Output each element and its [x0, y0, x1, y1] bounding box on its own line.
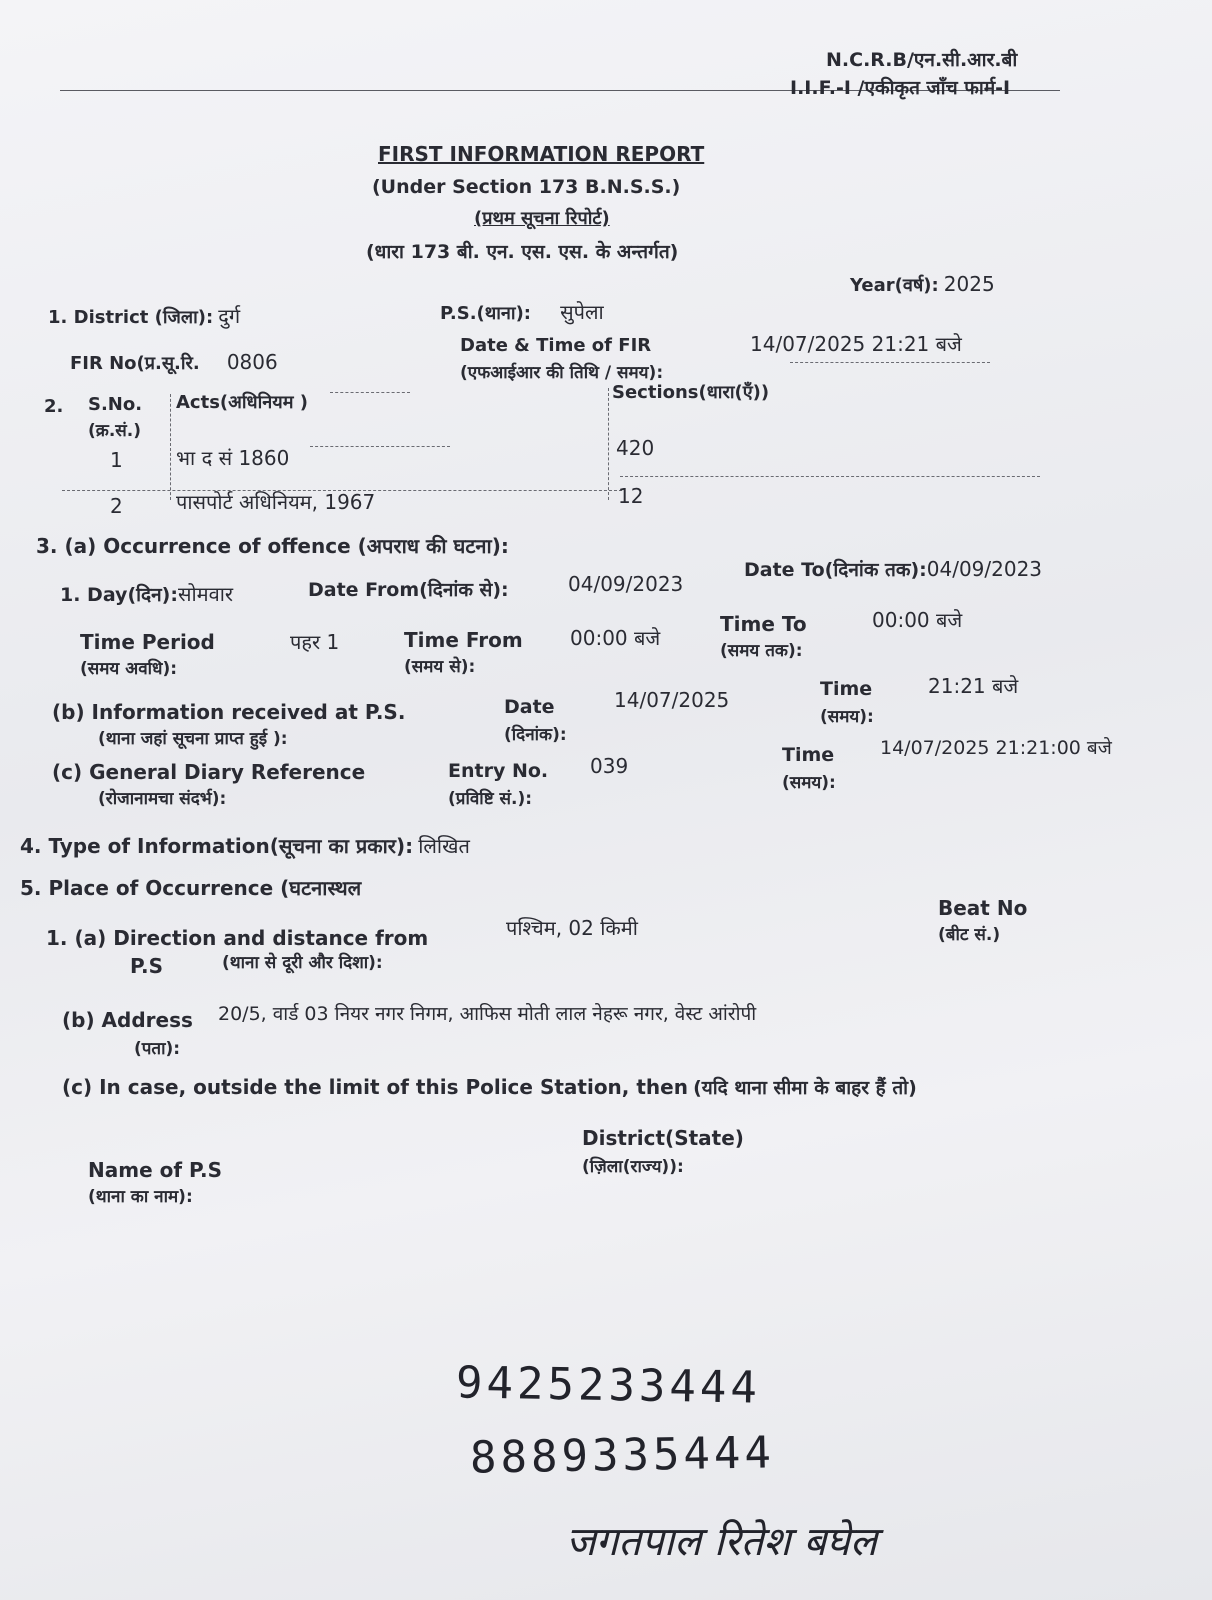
info-date-hi: (दिनांक): — [504, 725, 567, 745]
place-of-occurrence-label: 5. Place of Occurrence (घटनास्थल — [20, 876, 362, 900]
year-value: 2025 — [943, 272, 995, 296]
info-type-label: 4. Type of Information(सूचना का प्रकार): — [20, 834, 414, 858]
outside-limit-label: (c) In case, outside the limit of this Police Station, then — [62, 1075, 688, 1099]
time-from-hi: (समय से): — [404, 657, 476, 677]
time-period-label: Time Period — [80, 630, 215, 654]
time-from-label: Time From — [404, 628, 523, 652]
district-state-label: District(State) — [582, 1126, 744, 1150]
col-sno: S.No. — [88, 394, 143, 415]
fir-datetime-label-hi: (एफआईआर की तिथि / समय): — [460, 363, 664, 383]
section-2-number: 2. — [44, 396, 64, 417]
day-value: सोमवार — [177, 582, 234, 606]
fir-datetime-value: 14/07/2025 21:21 बजे — [750, 332, 962, 356]
info-time-hi: (समय): — [820, 707, 874, 727]
acts-row-act: पासपोर्ट अधिनियम, 1967 — [176, 490, 376, 514]
date-to-label: Date To(दिनांक तक): — [744, 559, 927, 581]
fir-no-value: 0806 — [226, 350, 278, 374]
info-date-label: Date — [504, 696, 555, 718]
handwritten-phone-2: 8889335444 — [469, 1427, 776, 1484]
time-period-hi: (समय अवधि): — [80, 659, 178, 679]
acts-row-section: 12 — [618, 484, 644, 508]
info-time-value: 21:21 बजे — [928, 674, 1019, 698]
report-section-en: (Under Section 173 B.N.S.S.) — [372, 176, 681, 198]
direction-hi: (थाना से दूरी और दिशा): — [222, 953, 383, 973]
date-to-value: 04/09/2023 — [926, 557, 1043, 581]
outside-limit-hi: (यदि थाना सीमा के बाहर हैं तो) — [693, 1077, 917, 1099]
gd-time-label: Time — [782, 744, 835, 766]
address-value: 20/5, वार्ड 03 नियर नगर निगम, आफिस मोती लाल नेहरू नगर, वेस्ट आंरोपी — [218, 1003, 757, 1025]
handwritten-name: जगतपाल रितेश बघेल — [566, 1519, 877, 1565]
acts-row-act: भा द सं 1860 — [176, 446, 290, 470]
info-date-value: 14/07/2025 — [614, 688, 730, 712]
info-time-label: Time — [820, 678, 873, 700]
gd-reference-label: (c) General Diary Reference — [52, 760, 366, 784]
time-period-value: पहर 1 — [290, 630, 340, 654]
entry-no-label: Entry No. — [448, 760, 549, 782]
date-from-label: Date From(दिनांक से): — [308, 579, 509, 601]
gd-reference-hi: (रोजानामचा संदर्भ): — [98, 789, 227, 809]
report-title: FIRST INFORMATION REPORT — [378, 142, 705, 166]
entry-no-hi: (प्रविष्टि सं.): — [448, 789, 533, 809]
date-from-value: 04/09/2023 — [568, 572, 684, 596]
info-type-value: लिखित — [418, 834, 470, 858]
ps-label: P.S.(थाना): — [440, 303, 531, 324]
district-state-hi: (ज़िला(राज्य)): — [582, 1157, 684, 1177]
ncrb-label: N.C.R.B/एन.सी.आर.बी — [826, 49, 1018, 71]
time-to-hi: (समय तक): — [720, 641, 803, 661]
beat-no-label: Beat No — [938, 896, 1028, 920]
gd-time-hi: (समय): — [782, 773, 836, 793]
direction-ps: P.S — [130, 954, 163, 978]
acts-row-sno: 1 — [110, 448, 123, 472]
ps-name-hi: (थाना का नाम): — [88, 1187, 193, 1207]
direction-label: 1. (a) Direction and distance from — [46, 926, 429, 950]
time-from-value: 00:00 बजे — [570, 626, 661, 650]
address-hi: (पता): — [134, 1039, 181, 1059]
gd-time-value: 14/07/2025 21:21:00 बजे — [880, 737, 1112, 759]
iif-label: I.I.F.-I /एकीकृत जाँच फार्म-I — [790, 77, 1011, 99]
acts-row-section: 420 — [616, 436, 655, 460]
beat-no-hi: (बीट सं.) — [938, 925, 1001, 945]
col-acts: Acts(अधिनियम ) — [176, 392, 308, 413]
time-to-label: Time To — [720, 612, 807, 636]
ps-value: सुपेला — [560, 300, 604, 324]
report-section-hi: (धारा 173 बी. एन. एस. एस. के अन्तर्गत) — [366, 241, 679, 263]
district-label: 1. District (जिला): — [48, 307, 214, 328]
time-to-value: 00:00 बजे — [872, 608, 963, 632]
info-received-label: (b) Information received at P.S. — [52, 700, 406, 724]
ps-name-label: Name of P.S — [88, 1158, 222, 1182]
col-sno-hi: (क्र.सं.) — [88, 421, 142, 441]
fir-datetime-label: Date & Time of FIR — [460, 335, 652, 356]
col-sections: Sections(धारा(एँ)) — [612, 382, 770, 403]
report-title-hindi: (प्रथम सूचना रिपोर्ट) — [474, 208, 610, 229]
entry-no-value: 039 — [590, 754, 629, 778]
info-received-hi: (थाना जहां सूचना प्राप्त हुई ): — [98, 729, 288, 749]
acts-row-sno: 2 — [110, 494, 123, 518]
year-label: Year(वर्ष): — [850, 275, 939, 296]
handwritten-phone-1: 9425233444 — [455, 1357, 762, 1414]
fir-no-label: FIR No(प्र.सू.रि. — [70, 353, 200, 374]
day-label: 1. Day(दिन): — [60, 584, 178, 606]
district-value: दुर्ग — [218, 304, 241, 328]
address-label: (b) Address — [62, 1008, 193, 1032]
occurrence-heading: 3. (a) Occurrence of offence (अपराध की घटना): — [36, 534, 509, 558]
direction-value: पश्चिम, 02 किमी — [506, 916, 638, 940]
